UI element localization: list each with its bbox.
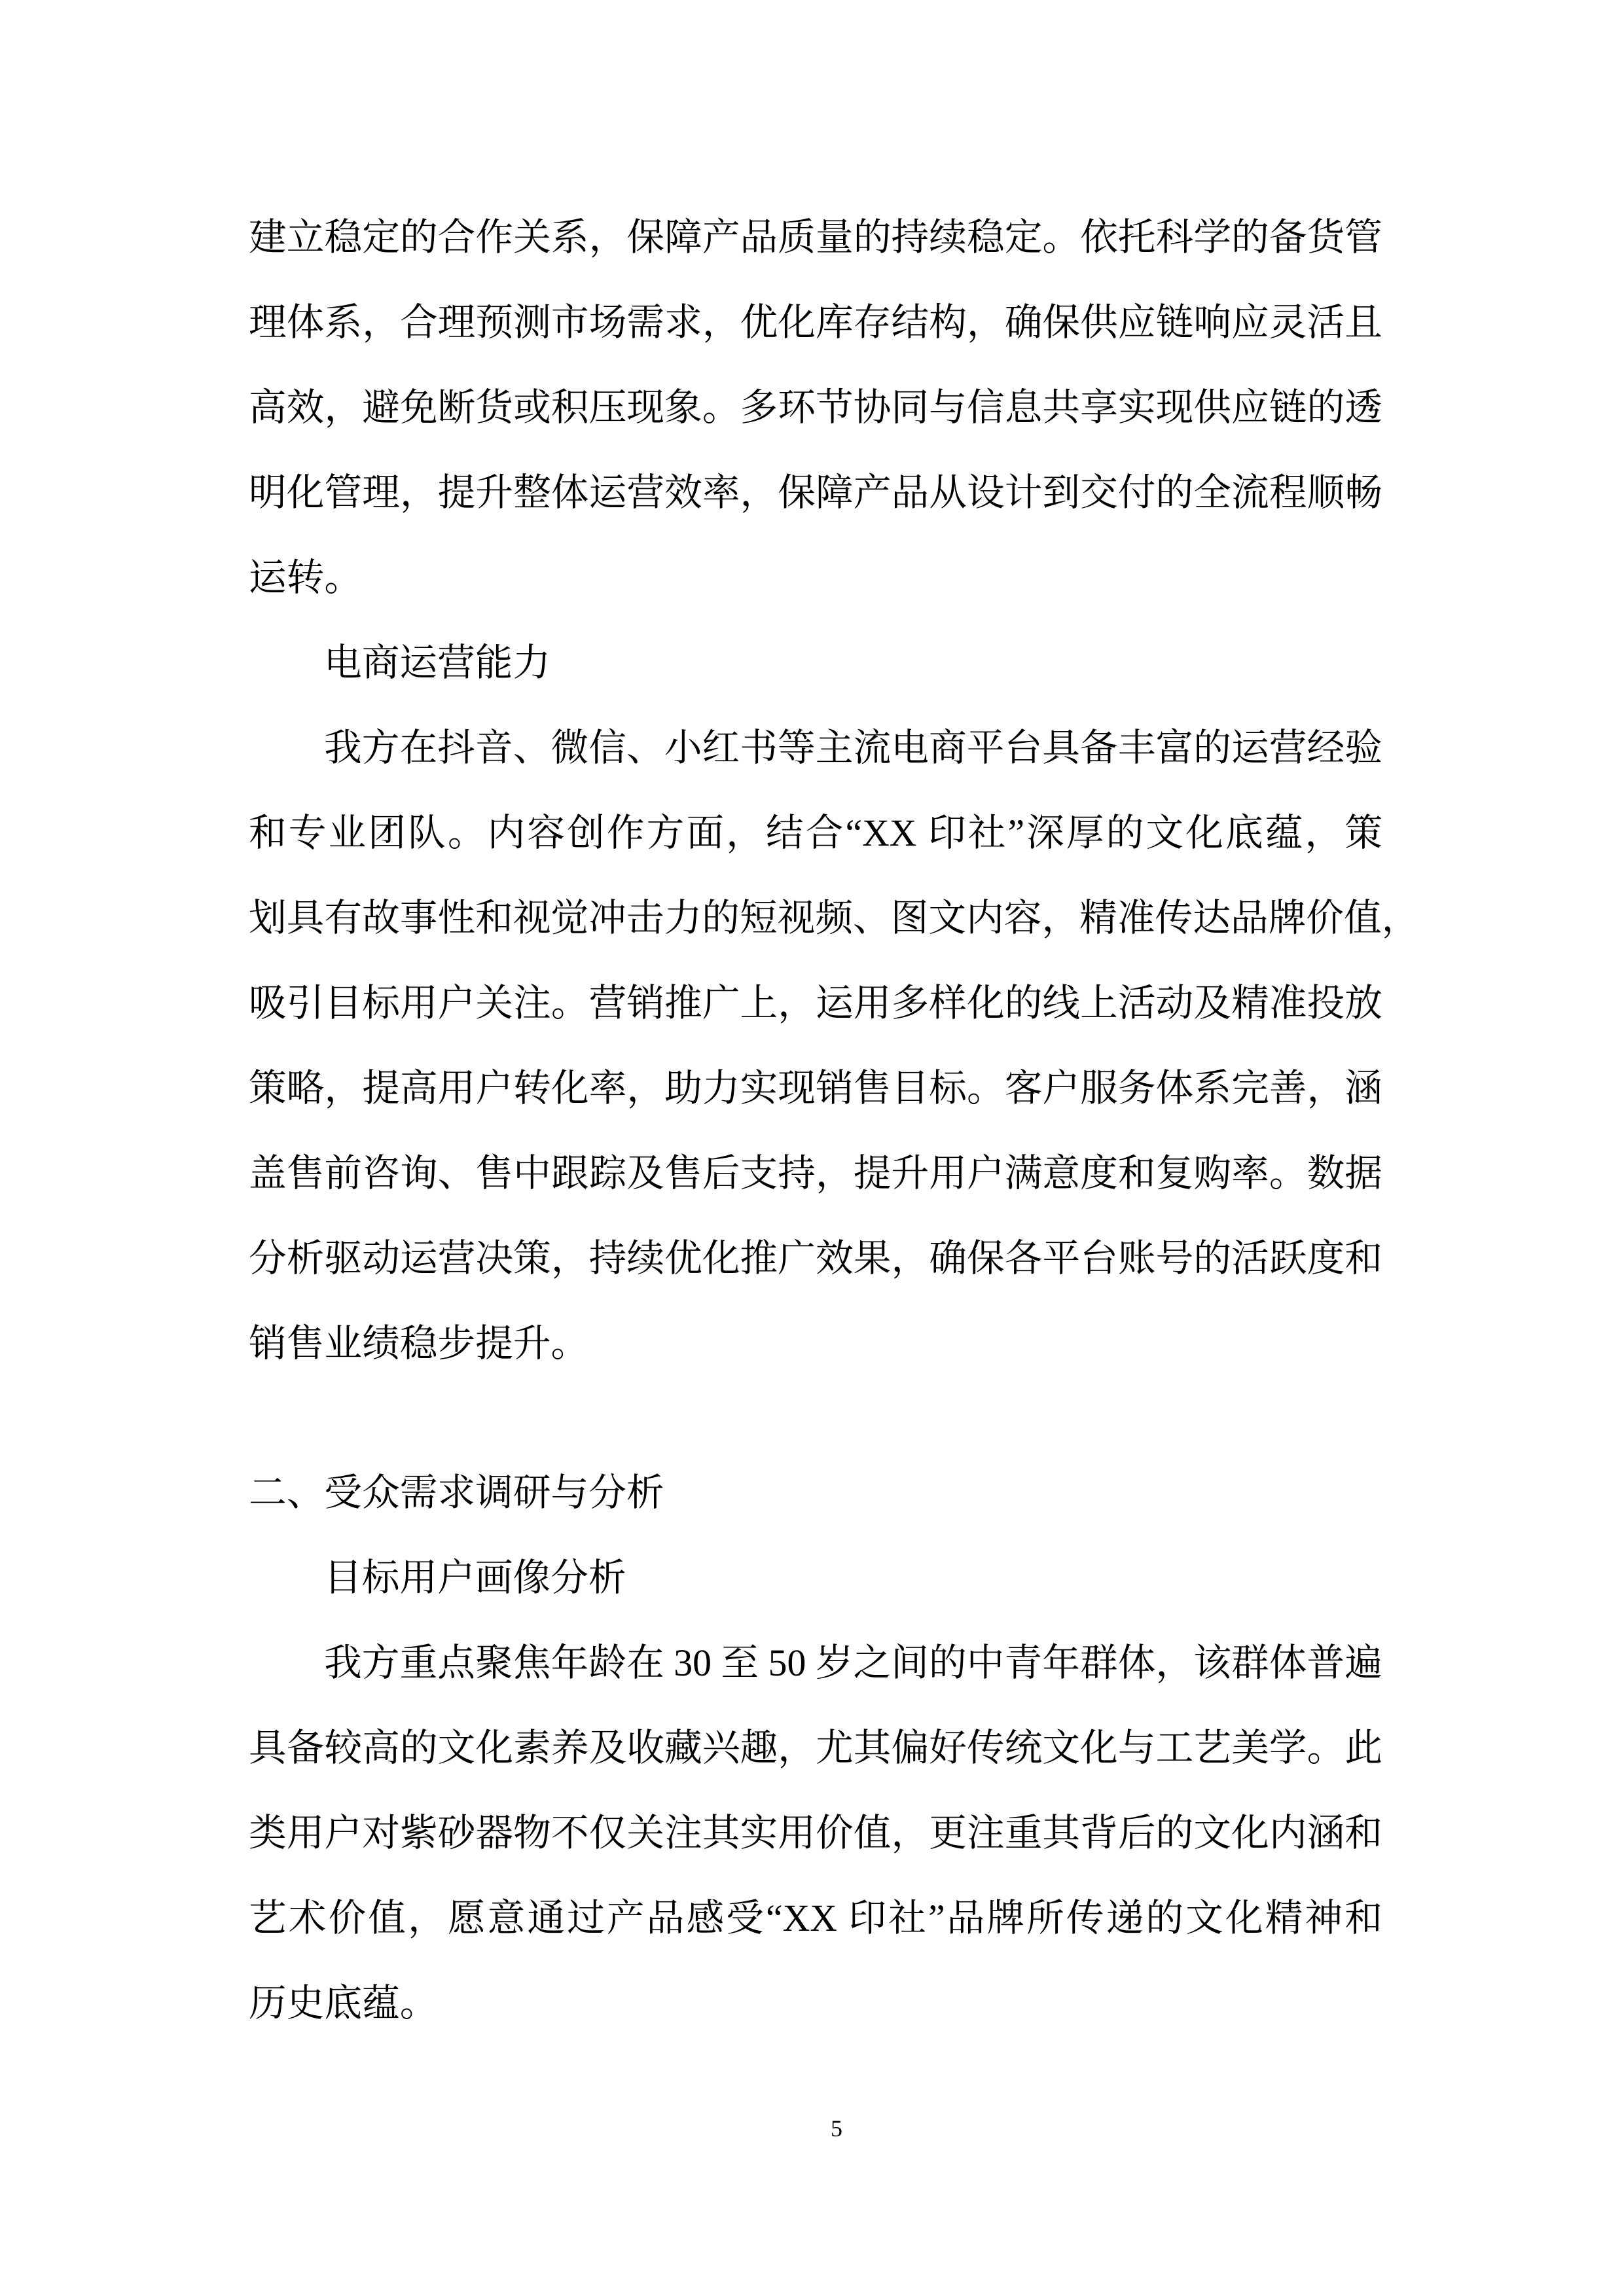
page-number: 5 (831, 2115, 842, 2142)
ecommerce-capability-paragraph (249, 706, 1420, 1387)
text-line: 划具有故事性和视觉冲击力的短视频、图文内容，精准传达品牌价值， (249, 898, 1420, 939)
text-line: 我方重点聚焦年龄在 30 至 50 岁之间的中青年群体，该群体普遍 (324, 1643, 1382, 1684)
text-line: 销售业绩稳步提升。 (249, 1323, 589, 1365)
target-user-profile-paragraph (249, 1621, 1382, 2047)
text-line: 吸引目标用户关注。营销推广上，运用多样化的线上活动及精准投放 (249, 983, 1382, 1024)
text-line: 明化管理，提升整体运营效率，保障产品从设计到交付的全流程顺畅 (249, 473, 1382, 514)
text-line: 运转。 (249, 558, 363, 599)
ecommerce-capability-subheading: 电商运营能力 (324, 643, 551, 684)
text-line: 建立稳定的合作关系，保障产品质量的持续稳定。依托科学的备货管 (249, 217, 1382, 259)
text-line: 历史底蕴。 (249, 1983, 438, 2024)
text-line: 和专业团队。内容创作方面，结合“XX 印社”深厚的文化底蕴，策 (249, 813, 1382, 854)
supply-chain-paragraph (249, 196, 1382, 621)
section-spacer (249, 1387, 1382, 1451)
text-line: 艺术价值，愿意通过产品感受“XX 印社”品牌所传递的文化精神和 (249, 1898, 1382, 1939)
text-line: 具备较高的文化素养及收藏兴趣，尤其偏好传统文化与工艺美学。此 (249, 1728, 1382, 1769)
text-line: 分析驱动运营决策，持续优化推广效果，确保各平台账号的活跃度和 (249, 1238, 1382, 1280)
text-line: 我方在抖音、微信、小红书等主流电商平台具备丰富的运营经验 (324, 728, 1382, 769)
text-line: 类用户对紫砂器物不仅关注其实用价值，更注重其背后的文化内涵和 (249, 1813, 1382, 1854)
target-user-profile-subheading: 目标用户画像分析 (324, 1558, 626, 1599)
text-line: 高效，避免断货或积压现象。多环节协同与信息共享实现供应链的透 (249, 387, 1382, 429)
body-text (249, 196, 1420, 2047)
text-line: 策略，提高用户转化率，助力实现销售目标。客户服务体系完善，涵 (249, 1068, 1382, 1109)
text-line: 盖售前咨询、售中跟踪及售后支持，提升用户满意度和复购率。数据 (249, 1153, 1382, 1194)
text-line: 理体系，合理预测市场需求，优化库存结构，确保供应链响应灵活且 (249, 302, 1382, 344)
section-2-heading: 二、受众需求调研与分析 (249, 1473, 664, 1514)
